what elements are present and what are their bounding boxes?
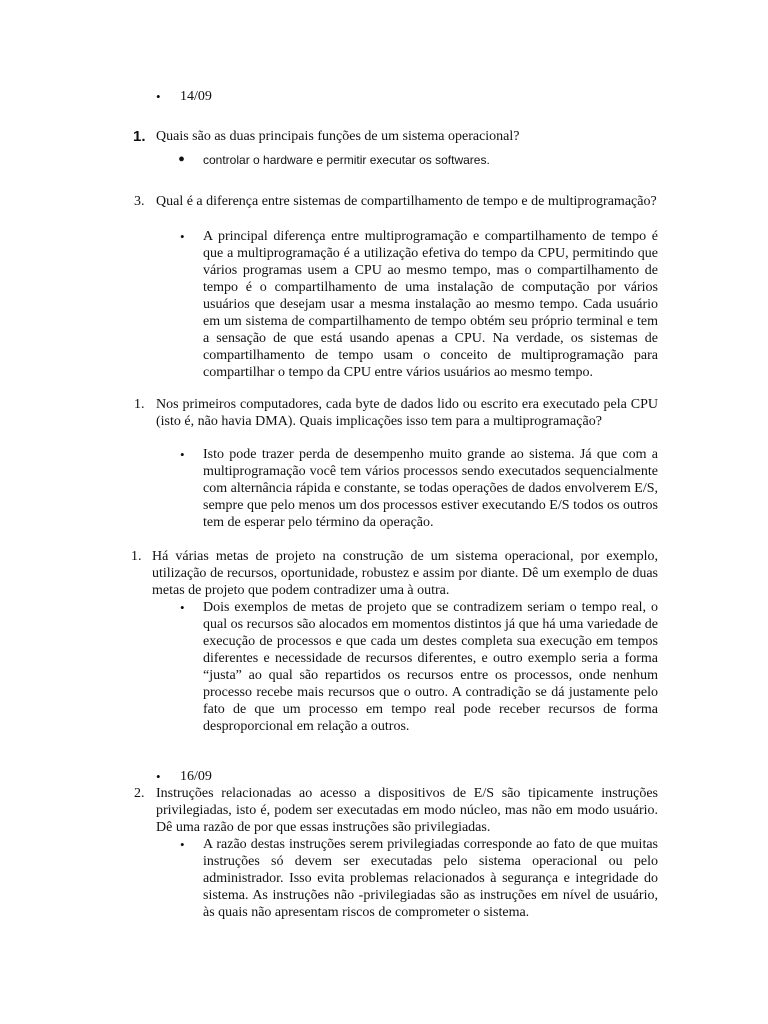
answer-text: controlar o hardware e permitir executar os softwares. bbox=[203, 153, 490, 167]
bullet: • bbox=[180, 600, 185, 615]
bullet: • bbox=[156, 769, 161, 784]
answer-text: Dois exemplos de metas de projeto que se contradizem seriam o tempo real, o qual os recursos são alocados em momentos distintos já que há uma variedade de execução de processos e que cada um destes completa sua execução em tempos diferentes e necessidade de recursos diferentes, e outro exemplo seria a forma “justa” ao qual são repartidos os recursos entre os processos, onde nenhum processo recebe mais recursos que o outro. A contradição se dá justamente pelo fato de que um processo em tempo real pode receber recursos de forma desproporcional em relação a outros. bbox=[203, 600, 658, 734]
answer-text: Isto pode trazer perda de desempenho muito grande ao sistema. Já que com a multiprogramação você tem vários processos sendo executados sequencialmente com alternância rápida e constante, se todas operações de dados envolverem E/S, sempre que pelo menos um dos processos estiver executando E/S todos os outros tem de esperar pelo término da operação. bbox=[203, 447, 658, 530]
question-text: Qual é a diferença entre sistemas de compartilhamento de tempo e de multiprogramação? bbox=[156, 194, 657, 209]
answer-text: A principal diferença entre multiprogramação e compartilhamento de tempo é que a multiprogramação é a utilização efetiva do tempo da CPU, permitindo que vários programas usem a CPU ao mesmo tempo, mas o compartilhamento de tempo é o compartilhamento de uma instalação de computação por vários usuários que desejam usar a mesma instalação ao mesmo tempo. Cada usuário em um sistema de compartilhamento de tempo obtém seu próprio terminal e tem a sensação de que está usando apenas a CPU. Na verdade, os sistemas de compartilhamento de tempo usam o conceito de multiprogramação para compartilhar o tempo da CPU entre vários usuários ao mesmo tempo. bbox=[203, 229, 658, 380]
question-text: Há várias metas de projeto na construção de um sistema operacional, por exemplo, utilização de recursos, oportunidade, robustez e assim por diante. Dê um exemplo de duas metas de projeto que podem contradizer uma à outra. bbox=[152, 549, 658, 598]
question-number: 2. bbox=[134, 786, 145, 801]
question-text: Nos primeiros computadores, cada byte de dados lido ou escrito era executado pela CPU (isto é, não havia DMA). Quais implicações isso tem para a multiprogramação? bbox=[156, 397, 658, 429]
bullet: • bbox=[180, 447, 185, 462]
bullet: • bbox=[156, 89, 161, 104]
question-number: 1. bbox=[131, 549, 142, 564]
question-number: 1. bbox=[134, 397, 145, 412]
bullet: • bbox=[178, 149, 186, 171]
date-heading: 16/09 bbox=[180, 769, 212, 784]
question-text: Instruções relacionadas ao acesso a dispositivos de E/S são tipicamente instruções privilegiadas, isto é, podem ser executadas em modo núcleo, mas não em modo usuário. Dê uma razão de por que essas instruções são privilegiadas. bbox=[156, 786, 658, 835]
answer-text: A razão destas instruções serem privilegiadas corresponde ao fato de que muitas instruções só devem ser executadas pelo sistema operacional ou pelo administrador. Isso evita problemas relacionados à segurança e integridade do sistema. As instruções não -privilegiadas são as instruções em nível de usuário, às quais não apresentam riscos de comprometer o sistema. bbox=[203, 837, 658, 920]
bullet: • bbox=[180, 837, 185, 852]
question-text: Quais são as duas principais funções de um sistema operacional? bbox=[156, 129, 520, 144]
question-number: 3. bbox=[134, 194, 145, 209]
bullet: • bbox=[180, 229, 185, 244]
question-number: 1. bbox=[133, 128, 146, 145]
date-heading: 14/09 bbox=[180, 89, 212, 104]
